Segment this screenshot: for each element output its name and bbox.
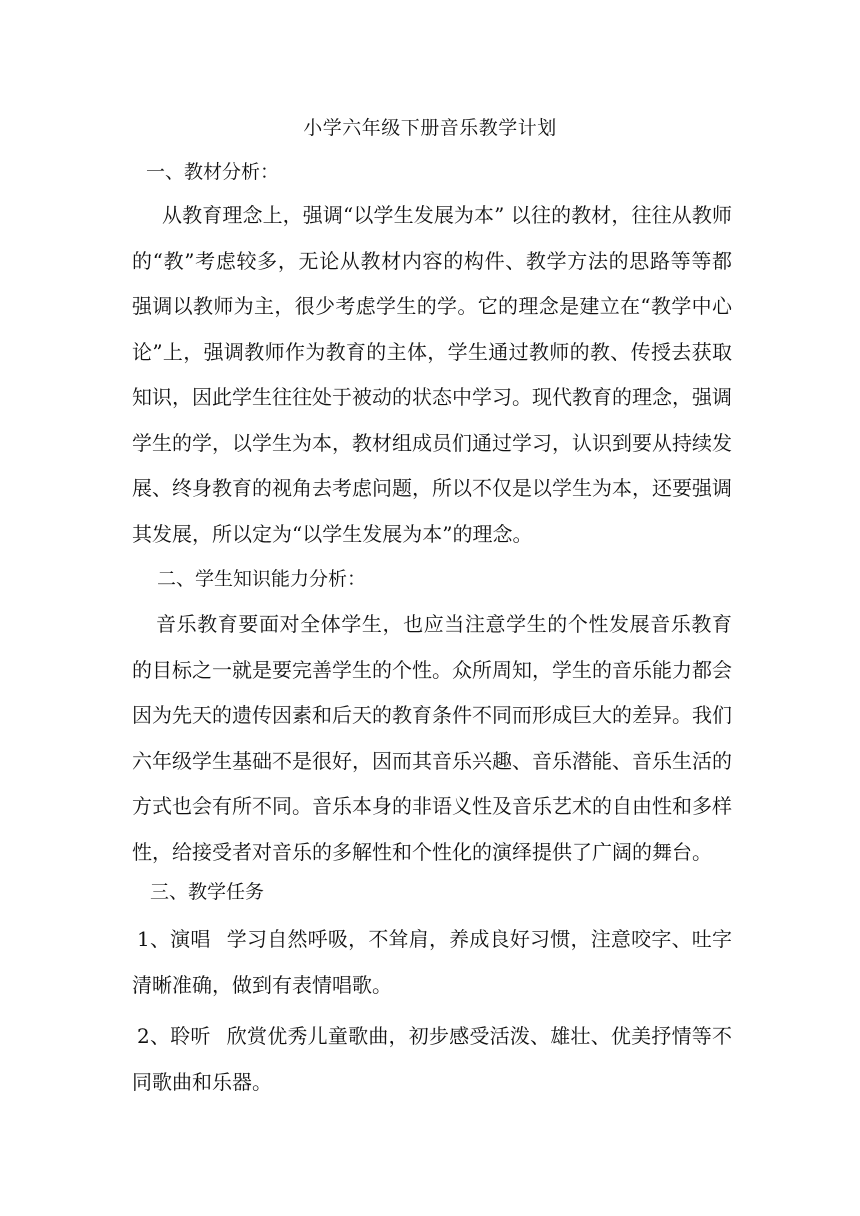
task-item-listening (132, 1014, 732, 1105)
paragraph-textbook-analysis: 从教育理念上，强调“以学生发展为本” 以往的教材，往往从教师的“教”考虑较多，无论从教材内容的构件、教学方法的思路等等都强调以教师为主，很少考虑学生的学。它的理念是建立在“教学中心论”上，强调教师作为教育的主体，学生通过教师的教、传授去获取知识，因此学生往往处于被动的状态中学习。现代教育的理念，强调学生的学，以学生为本，教材组成员们通过学习，认识到要从持续发展、终身教育的视角去考虑问题，所以不仅是以学生为本，还要强调其发展，所以定为“以学生发展为本”的理念。 (132, 203, 732, 546)
task-item-listening-text: 欣赏优秀儿童歌曲，初步感受活泼、雄壮、优美抒情等不同歌曲和乐器。 (132, 1024, 732, 1094)
section-heading-teaching-tasks: 三、教学任务 (150, 881, 265, 903)
section-heading-textbook-analysis: 一、教材分析： (146, 161, 280, 183)
task-item-listening-label: 2、聆听 (137, 1024, 211, 1048)
document-title: 小学六年级下册音乐教学计划 (303, 117, 557, 139)
paragraph-student-ability: 音乐教育要面对全体学生，也应当注意学生的个性发展音乐教育的目标之一就是要完善学生的个性。众所周知，学生的音乐能力都会因为先天的遗传因素和后天的教育条件不同而形成巨大的差异。我们六年级学生基础不是很好，因而其音乐兴趣、音乐潜能、音乐生活的方式也会有所不同。音乐本身的非语义性及音乐艺术的自由性和多样性，给接受者对音乐的多解性和个性化的演绎提供了广阔的舞台。 (132, 612, 732, 864)
task-item-singing (132, 917, 732, 1008)
task-item-singing-label: 1、演唱 (137, 927, 211, 951)
section-heading-student-ability: 二、学生知识能力分析： (157, 568, 367, 590)
task-item-singing-text: 学习自然呼吸，不耸肩，养成良好习惯，注意咬字、吐字清晰准确，做到有表情唱歌。 (132, 927, 732, 997)
